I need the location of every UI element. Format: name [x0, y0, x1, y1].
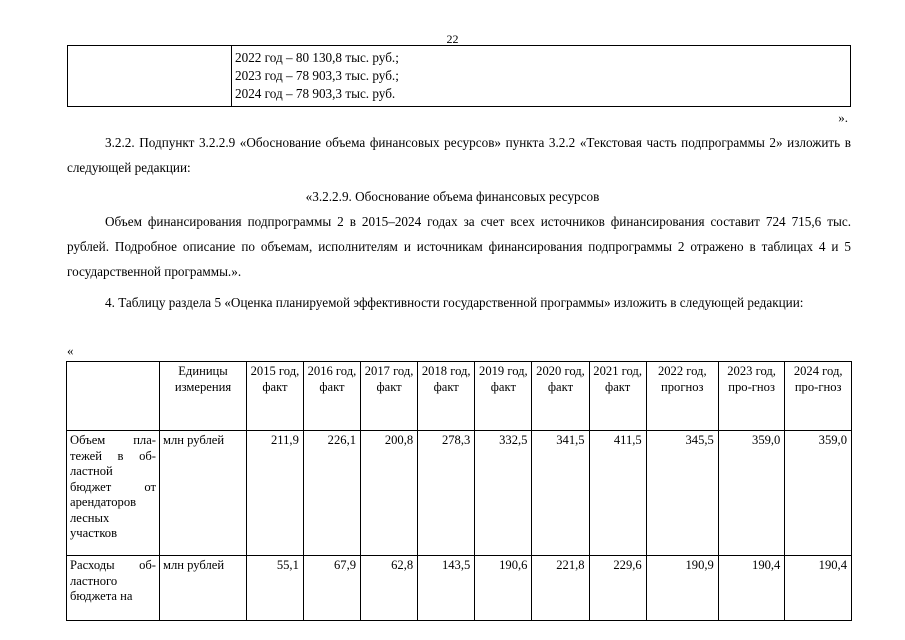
- value-cell: 332,5: [475, 431, 532, 556]
- value-cell: 359,0: [718, 431, 785, 556]
- opening-quote-mark: «: [67, 343, 74, 358]
- value-cell: 359,0: [785, 431, 852, 556]
- header-year: 2021 год, факт: [589, 362, 646, 431]
- value-cell: 143,5: [418, 556, 475, 621]
- value-cell: 226,1: [303, 431, 360, 556]
- header-year: 2018 год, факт: [418, 362, 475, 431]
- value-cell: 278,3: [418, 431, 475, 556]
- value-cell: 190,4: [785, 556, 852, 621]
- section-heading: «3.2.2.9. Обоснование объема финансовых ресурсов: [305, 189, 600, 204]
- value-cell: 62,8: [361, 556, 418, 621]
- indicator-unit: млн рублей: [160, 556, 247, 621]
- page-number: 22: [446, 32, 459, 46]
- header-year: 2016 год, факт: [303, 362, 360, 431]
- value-cell: 345,5: [646, 431, 718, 556]
- empty-cell: [68, 46, 232, 107]
- financing-years-cell: [232, 46, 851, 107]
- value-cell: 67,9: [303, 556, 360, 621]
- paragraph-amendment-3-2-2: 3.2.2. Подпункт 3.2.2.9 «Обоснование объема финансовых ресурсов» пункта 3.2.2 «Текстовая часть подпрограммы 2» изложить в следующей редакции:: [67, 135, 851, 175]
- financing-line-2022: 2022 год – 80 130,8 тыс. руб.;: [235, 50, 399, 65]
- closing-quote-mark: ».: [838, 110, 848, 125]
- indicator-name: Расходы об-ластного бюджета на: [67, 556, 160, 621]
- header-year: 2023 год, про-гноз: [718, 362, 785, 431]
- value-cell: 55,1: [247, 556, 304, 621]
- header-year: 2017 год, факт: [361, 362, 418, 431]
- financing-table-fragment: [67, 45, 851, 107]
- header-year: 2020 год, факт: [532, 362, 589, 431]
- efficiency-table: [66, 361, 852, 621]
- value-cell: 411,5: [589, 431, 646, 556]
- table-row: [67, 556, 852, 621]
- value-cell: 190,9: [646, 556, 718, 621]
- header-unit: Единицы измерения: [160, 362, 247, 431]
- financing-line-2024: 2024 год – 78 903,3 тыс. руб.: [235, 86, 396, 101]
- value-cell: 211,9: [247, 431, 304, 556]
- value-cell: 190,4: [718, 556, 785, 621]
- paragraph-table-amendment: 4. Таблицу раздела 5 «Оценка планируемой эффективности государственной программы» изложить в следующей редакции:: [105, 295, 804, 310]
- table-row: [67, 431, 852, 556]
- header-year: 2022 год, прогноз: [646, 362, 718, 431]
- value-cell: 229,6: [589, 556, 646, 621]
- header-year: 2024 год, про-гноз: [785, 362, 852, 431]
- financing-line-2023: 2023 год – 78 903,3 тыс. руб.;: [235, 68, 399, 83]
- indicator-unit: млн рублей: [160, 431, 247, 556]
- header-indicator: [67, 362, 160, 431]
- value-cell: 190,6: [475, 556, 532, 621]
- indicator-name: Объем пла-тежей в об-ластной бюджет от арендаторов лесных участков: [67, 431, 160, 556]
- table-header-row: [67, 362, 852, 431]
- paragraph-financing-volume: Объем финансирования подпрограммы 2 в 2015–2024 годах за счет всех источников финансирования составит 724 715,6 тыс. рублей. Подробное описание по объемам, исполнителям и источникам финансирования подпрограммы 2 отражено в таблицах 4 и 5 государственной программы.».: [67, 214, 851, 279]
- header-year: 2015 год, факт: [247, 362, 304, 431]
- value-cell: 200,8: [361, 431, 418, 556]
- value-cell: 341,5: [532, 431, 589, 556]
- header-year: 2019 год, факт: [475, 362, 532, 431]
- value-cell: 221,8: [532, 556, 589, 621]
